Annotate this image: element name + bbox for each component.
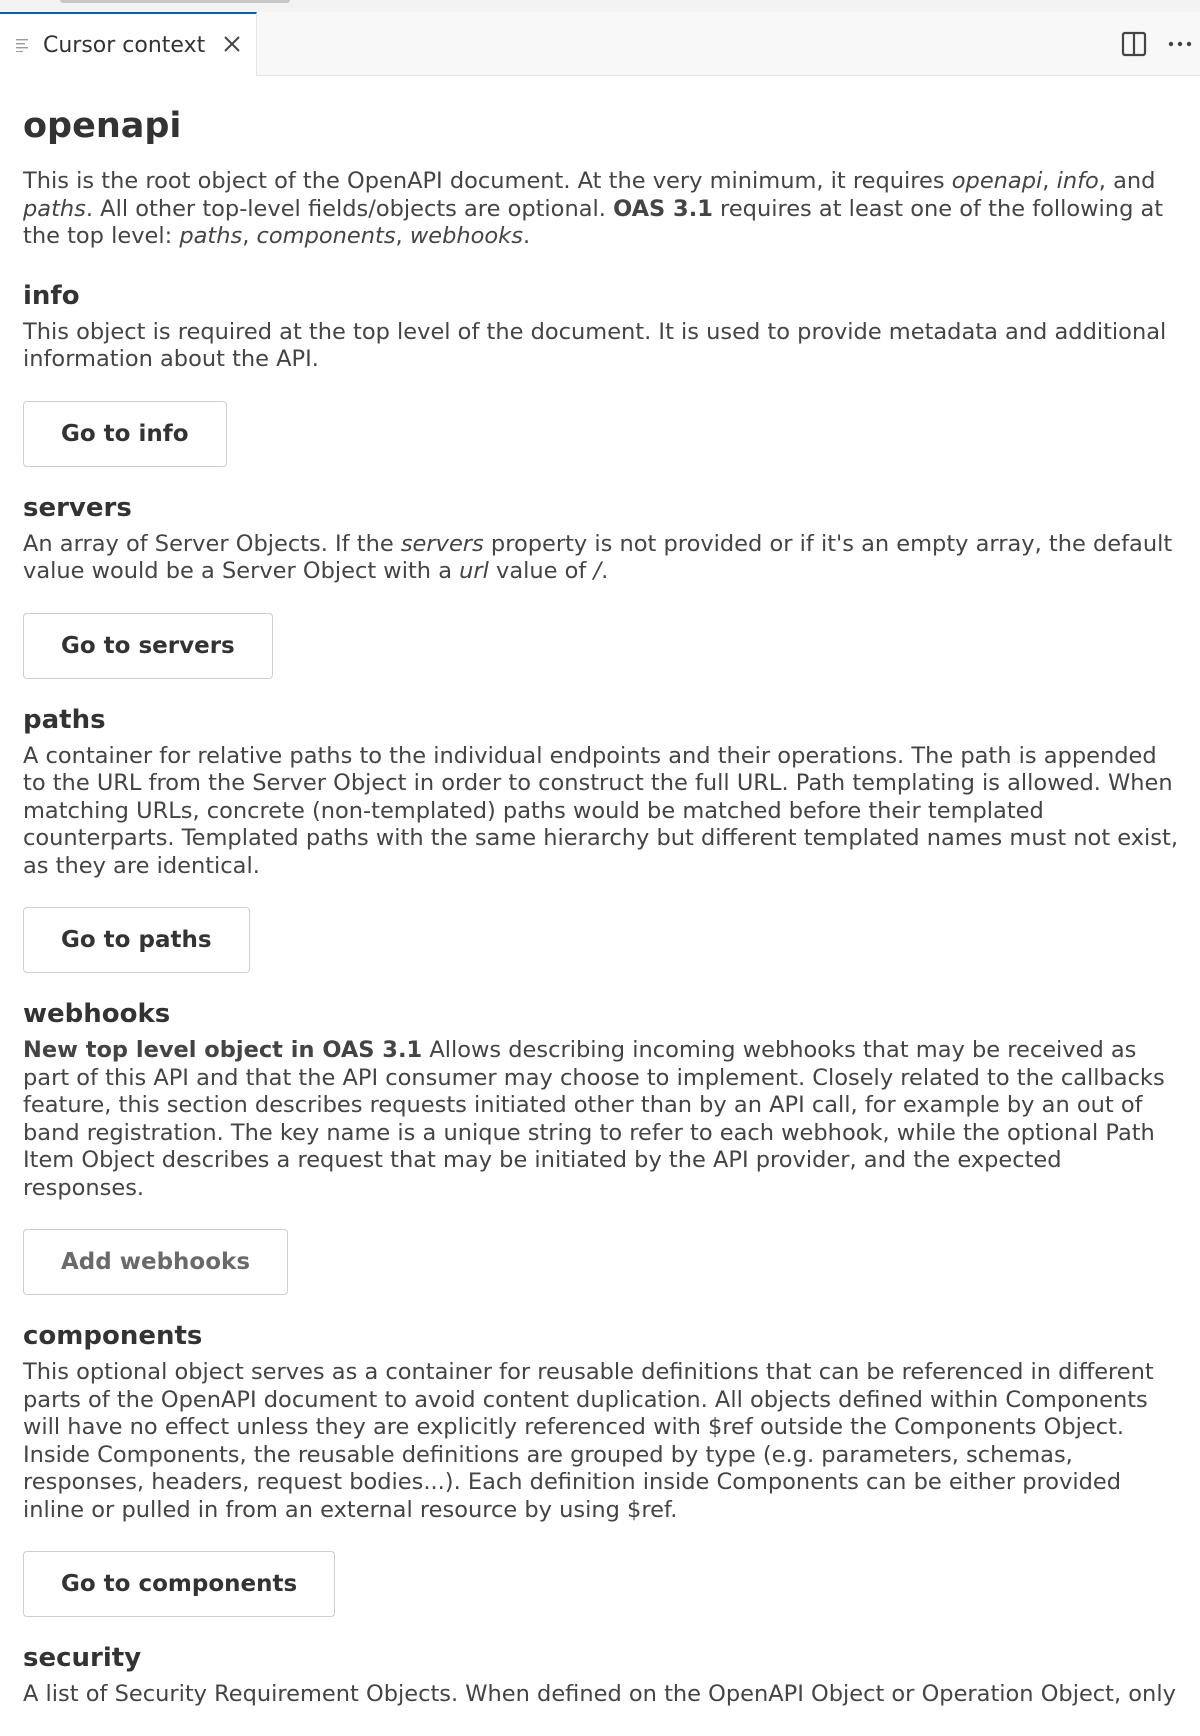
section-security — [23, 1643, 1183, 1709]
section-servers — [23, 493, 1183, 679]
page-title: openapi — [23, 106, 182, 146]
more-actions-icon[interactable] — [1166, 30, 1194, 58]
intro-text: This is the root object of the OpenAPI document. At the very minimum, it requires openapi, info, and paths. All other top-level fields/objects are optional. OAS 3.1 requires at least one of the following at the top level: paths, components, webhooks. — [23, 168, 1164, 249]
section-title: security — [23, 1643, 142, 1673]
section-description: This optional object serves as a container for reusable definitions that can be referenced in different parts of the OpenAPI document to avoid content duplication. All objects defined within Components will have no effect unless they are explicitly referenced with $ref outside the Components Object. Inside Components, the reusable definitions are grouped by type (e.g. parameters, schemas, responses, headers, request bodies...). Each definition inside Components can be either provided inline or pulled in from an external resource by using $ref. — [23, 1359, 1154, 1523]
add-webhooks-button[interactable]: Add webhooks — [23, 1229, 288, 1295]
section-description: A container for relative paths to the individual endpoints and their operations. The path is appended to the URL from the Server Object in order to construct the full URL. Path templating is allowed. When matching URLs, concrete (non-templated) paths would be matched before their templated counterparts. Templated paths with the same hierarchy but different templated names must not exist, as they are identical. — [23, 742, 1179, 879]
go-to-components-button[interactable]: Go to components — [23, 1551, 335, 1617]
section-title: paths — [23, 704, 106, 735]
split-editor-icon[interactable] — [1120, 30, 1148, 58]
file-lines-icon — [16, 38, 30, 52]
section-title: info — [23, 280, 80, 311]
go-to-info-button[interactable]: Go to info — [23, 401, 227, 467]
section-description: An array of Server Objects. If the servers property is not provided or if it's an empty array, the default value would be a Server Object with a url value of /. — [23, 530, 1173, 584]
section-title: webhooks — [23, 999, 171, 1029]
section-title: components — [23, 1321, 203, 1351]
cursor-context-panel — [23, 90, 1183, 1709]
tab-label: Cursor context — [43, 33, 206, 58]
editor-tab-bar — [0, 12, 1200, 76]
section-webhooks — [23, 999, 1183, 1295]
section-title: servers — [23, 492, 132, 523]
scroll-thumb[interactable] — [60, 0, 290, 3]
section-description: A list of Security Requirement Objects. When defined on the OpenAPI Object or Operation Object, only — [23, 1681, 1176, 1707]
section-description: New top level object in OAS 3.1 Allows describing incoming webhooks that may be received as part of this API and that the API consumer may choose to implement. Closely related to the callbacks feature, this section describes requests initiated other than by an API call, for example by an out of band registration. The key name is a unique string to refer to each webhook, while the optional Path Item Object describes a request that may be initiated by the API provider, and the expected responses. — [23, 1037, 1165, 1201]
tab-cursor-context[interactable] — [0, 12, 257, 76]
section-components — [23, 1321, 1183, 1617]
section-info — [23, 281, 1183, 467]
go-to-paths-button[interactable]: Go to paths — [23, 907, 250, 973]
section-description: This object is required at the top level of the document. It is used to provide metadata and additional information about the API. — [23, 318, 1167, 372]
close-icon[interactable] — [220, 32, 244, 56]
section-paths — [23, 705, 1183, 974]
go-to-servers-button[interactable]: Go to servers — [23, 613, 273, 679]
